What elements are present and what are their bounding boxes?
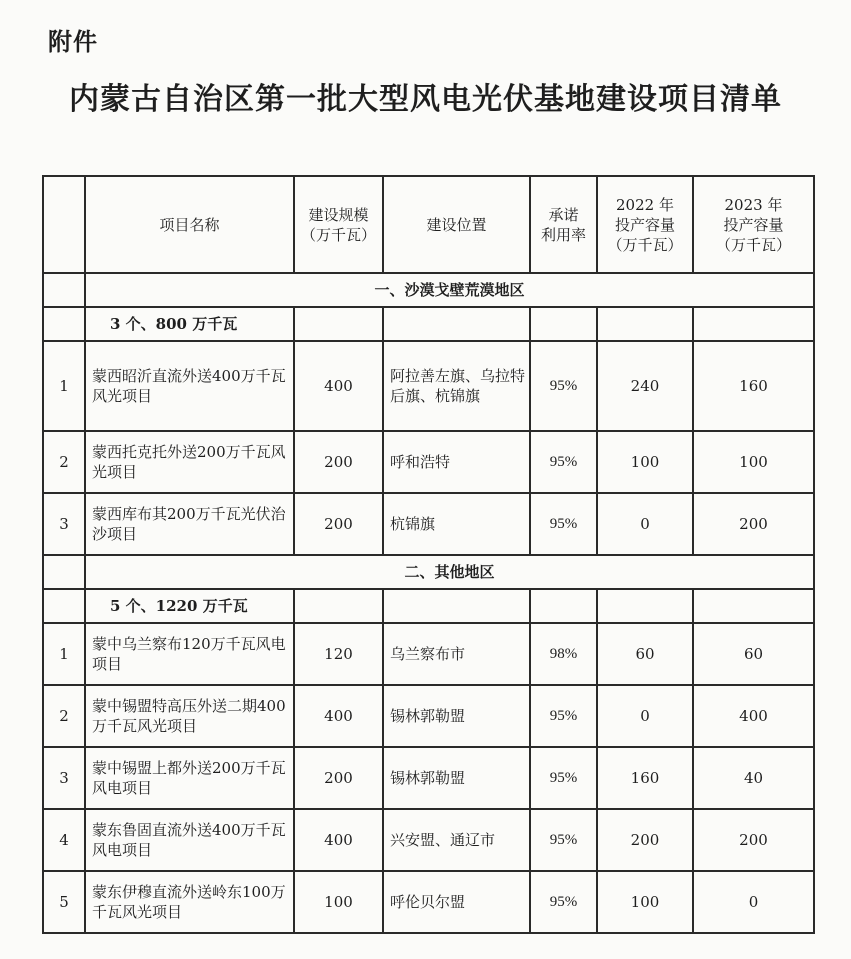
capacity-2023: 60 xyxy=(693,623,814,685)
capacity-2022: 60 xyxy=(597,623,693,685)
project-table xyxy=(42,175,815,934)
header-location: 建设位置 xyxy=(383,176,530,273)
attachment-label: 附件 xyxy=(48,28,98,56)
table-row xyxy=(43,685,814,747)
group-summary-row xyxy=(43,589,814,623)
row-index: 1 xyxy=(43,623,85,685)
header-project-name: 项目名称 xyxy=(85,176,294,273)
capacity-2023: 0 xyxy=(693,871,814,933)
capacity-2022: 160 xyxy=(597,747,693,809)
table-row xyxy=(43,623,814,685)
group-summary-row xyxy=(43,307,814,341)
project-name: 蒙东伊穆直流外送岭东100万千瓦风光项目 xyxy=(85,871,294,933)
utilization-rate: 95% xyxy=(530,747,597,809)
project-name: 蒙东鲁固直流外送400万千瓦风电项目 xyxy=(85,809,294,871)
scale-value: 400 xyxy=(294,685,383,747)
utilization-rate: 95% xyxy=(530,685,597,747)
scale-value: 120 xyxy=(294,623,383,685)
scale-value: 100 xyxy=(294,871,383,933)
scale-value: 400 xyxy=(294,809,383,871)
capacity-2022: 100 xyxy=(597,431,693,493)
section-title: 二、其他地区 xyxy=(85,555,814,589)
row-index: 5 xyxy=(43,871,85,933)
table-row xyxy=(43,493,814,555)
row-index: 2 xyxy=(43,685,85,747)
location: 呼伦贝尔盟 xyxy=(383,871,530,933)
table-row xyxy=(43,809,814,871)
scale-value: 200 xyxy=(294,431,383,493)
group-summary: 3 个、800 万千瓦 xyxy=(85,307,294,341)
scale-value: 200 xyxy=(294,747,383,809)
scale-value: 200 xyxy=(294,493,383,555)
project-name: 蒙中锡盟特高压外送二期400万千瓦风光项目 xyxy=(85,685,294,747)
location: 锡林郭勒盟 xyxy=(383,685,530,747)
utilization-rate: 95% xyxy=(530,493,597,555)
capacity-2022: 0 xyxy=(597,493,693,555)
project-name: 蒙西库布其200万千瓦光伏治沙项目 xyxy=(85,493,294,555)
capacity-2023: 200 xyxy=(693,809,814,871)
table-row xyxy=(43,341,814,431)
utilization-rate: 95% xyxy=(530,341,597,431)
section-title: 一、沙漠戈壁荒漠地区 xyxy=(85,273,814,307)
location: 锡林郭勒盟 xyxy=(383,747,530,809)
project-name: 蒙西托克托外送200万千瓦风光项目 xyxy=(85,431,294,493)
table-row xyxy=(43,747,814,809)
header-capacity-2023: 2023 年 投产容量 （万千瓦） xyxy=(693,176,814,273)
project-name: 蒙西昭沂直流外送400万千瓦风光项目 xyxy=(85,341,294,431)
group-summary: 5 个、1220 万千瓦 xyxy=(85,589,294,623)
utilization-rate: 95% xyxy=(530,431,597,493)
location: 兴安盟、通辽市 xyxy=(383,809,530,871)
row-index: 2 xyxy=(43,431,85,493)
row-index: 4 xyxy=(43,809,85,871)
row-index: 3 xyxy=(43,493,85,555)
section-row xyxy=(43,273,814,307)
document-title: 内蒙古自治区第一批大型风电光伏基地建设项目清单 xyxy=(69,82,782,117)
capacity-2022: 100 xyxy=(597,871,693,933)
capacity-2023: 160 xyxy=(693,341,814,431)
table-row xyxy=(43,871,814,933)
capacity-2023: 100 xyxy=(693,431,814,493)
scale-value: 400 xyxy=(294,341,383,431)
table-row xyxy=(43,431,814,493)
capacity-2022: 240 xyxy=(597,341,693,431)
capacity-2023: 400 xyxy=(693,685,814,747)
header-index xyxy=(43,176,85,273)
capacity-2022: 0 xyxy=(597,685,693,747)
section-row xyxy=(43,555,814,589)
location: 乌兰察布市 xyxy=(383,623,530,685)
utilization-rate: 98% xyxy=(530,623,597,685)
header-utilization-rate: 承诺 利用率 xyxy=(530,176,597,273)
location: 呼和浩特 xyxy=(383,431,530,493)
header-scale: 建设规模 （万千瓦） xyxy=(294,176,383,273)
location: 阿拉善左旗、乌拉特后旗、杭锦旗 xyxy=(383,341,530,431)
row-index: 1 xyxy=(43,341,85,431)
capacity-2023: 40 xyxy=(693,747,814,809)
project-name: 蒙中乌兰察布120万千瓦风电项目 xyxy=(85,623,294,685)
utilization-rate: 95% xyxy=(530,871,597,933)
location: 杭锦旗 xyxy=(383,493,530,555)
table-header-row xyxy=(43,176,814,273)
project-name: 蒙中锡盟上都外送200万千瓦风电项目 xyxy=(85,747,294,809)
row-index: 3 xyxy=(43,747,85,809)
capacity-2023: 200 xyxy=(693,493,814,555)
utilization-rate: 95% xyxy=(530,809,597,871)
capacity-2022: 200 xyxy=(597,809,693,871)
header-capacity-2022: 2022 年 投产容量 （万千瓦） xyxy=(597,176,693,273)
